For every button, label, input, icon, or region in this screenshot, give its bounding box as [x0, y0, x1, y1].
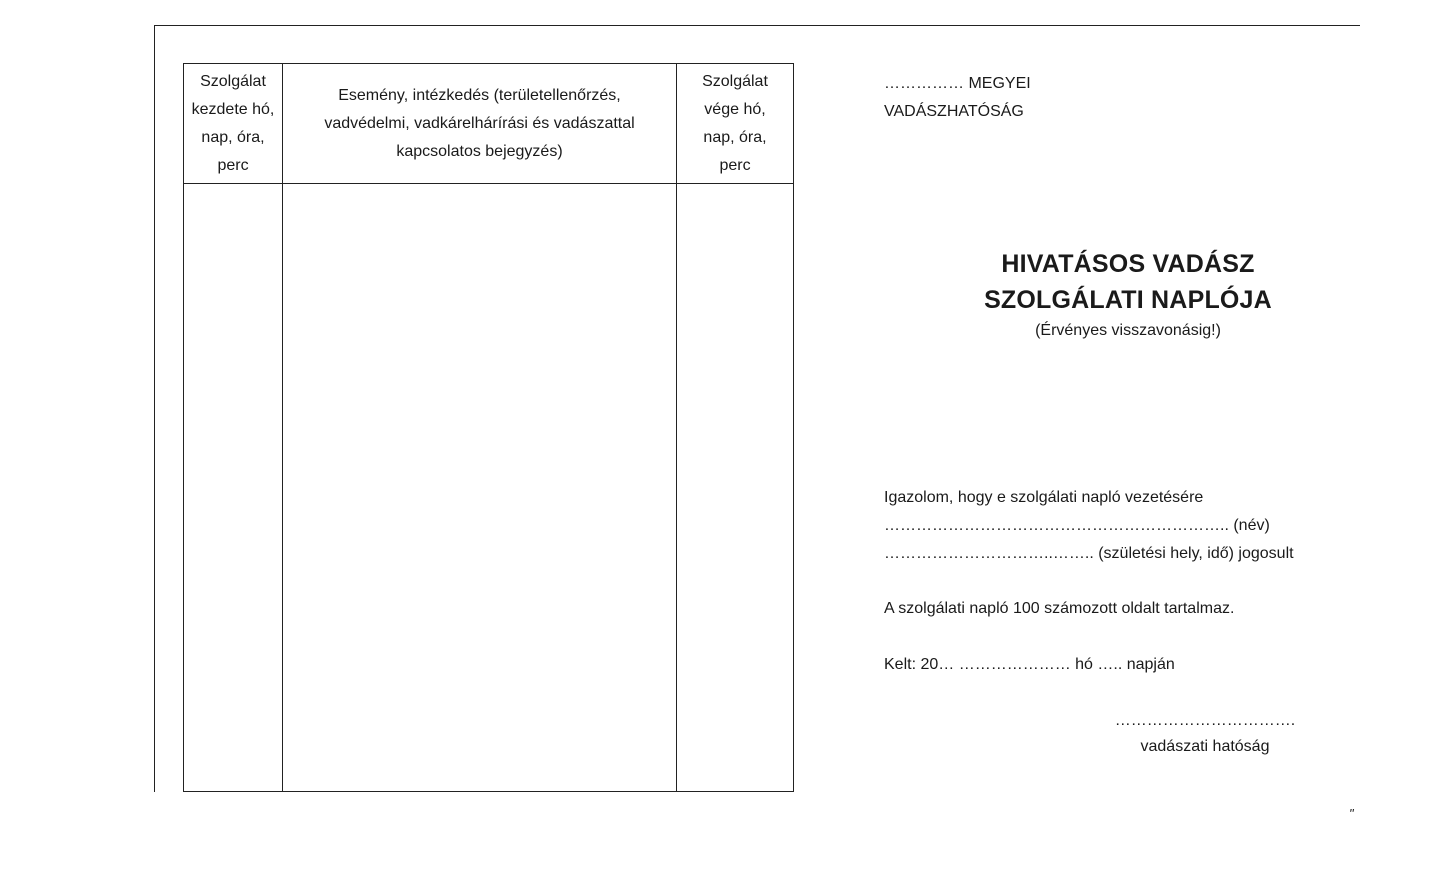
- pages-note: A szolgálati napló 100 számozott oldalt tartalmaz.: [884, 600, 1235, 617]
- certification-line: Igazolom, hogy e szolgálati napló vezetésére: [884, 489, 1204, 506]
- certification-name-line: ……………………………………………………….. (név): [884, 517, 1270, 534]
- document-title-line2: SZOLGÁLATI NAPLÓJA: [984, 286, 1272, 314]
- date-line: Kelt: 20… ………………… hó ….. napján: [884, 656, 1175, 673]
- header-event-label: Esemény, intézkedés (területellenőrzés, vadvédelmi, vadkárelhárírási és vadászattal kapcsolatos bejegyzés): [324, 86, 635, 160]
- corner-mark: ": [1349, 806, 1354, 821]
- header-service-end: [677, 64, 793, 183]
- certification-birth-line: …………………………..…….. (születési hely, idő) jogosult: [884, 545, 1294, 562]
- title-block: [900, 246, 1356, 342]
- page-border-left: [154, 25, 155, 792]
- signature-block: [1080, 708, 1330, 760]
- document-title-line1: HIVATÁSOS VADÁSZ: [1001, 250, 1255, 278]
- signature-label: vadászati hatóság: [1140, 738, 1270, 755]
- authority-county: …………… MEGYEI: [884, 75, 1031, 92]
- certification-block: [884, 484, 1354, 568]
- page-border-top: [154, 25, 1360, 26]
- authority-name: VADÁSZHATÓSÁG: [884, 103, 1024, 120]
- authority-block: [884, 70, 1031, 126]
- validity-note: (Érvényes visszavonásig!): [1035, 322, 1221, 339]
- header-event: [283, 64, 676, 183]
- header-service-start-label: Szolgálat kezdete hó, nap, óra, perc: [191, 72, 275, 174]
- header-service-start: [184, 64, 282, 183]
- service-log-table: [183, 63, 794, 792]
- header-divider: [184, 183, 793, 184]
- signature-dots: …………………………….: [1114, 712, 1296, 729]
- header-service-end-label: Szolgálat vége hó, nap, óra, perc: [702, 72, 768, 174]
